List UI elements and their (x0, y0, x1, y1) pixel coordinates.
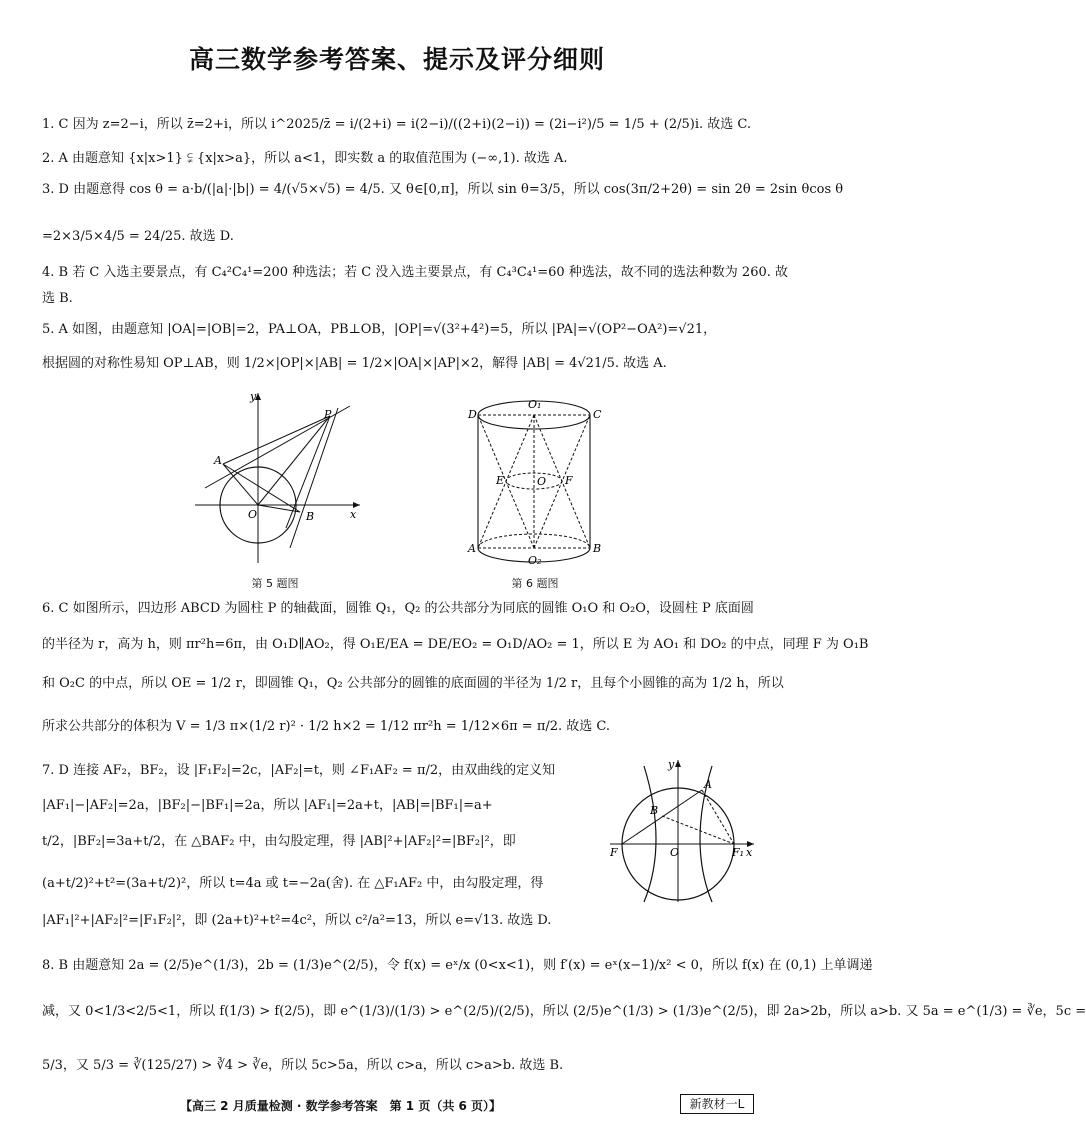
answer-q7: 7. D 连接 AF₂，BF₂，设 |F₁F₂|=2c，|AF₂|=t，则 ∠F₁AF₂ = π/2，由双曲线的定义知 (42, 763, 556, 778)
answer-q7-cont2: t/2，|BF₂|=3a+t/2，在 △BAF₂ 中，由勾股定理，得 |AB|²+|AF₂|²=|BF₂|²，即 (42, 834, 516, 849)
fig6-label-o1: O₁ (528, 398, 542, 411)
answer-q3-cont: =2×3/5×4/5 = 24/25. 故选 D. (42, 229, 234, 244)
answer-q5-cont: 根据圆的对称性易知 OP⊥AB，则 1/2×|OP|×|AB| = 1/2×|OA|×|AP|×2，解得 |AB| = 4√21/5. 故选 A. (42, 356, 667, 371)
fig7-label-o: O (670, 846, 680, 859)
fig7-line-b-f1 (662, 816, 734, 844)
fig6-label-e: E (496, 474, 505, 487)
answer-q3: 3. D 由题意得 cos θ = a·b/(|a|·|b|) = 4/(√5×√5) = 4/5. 又 θ∈[0,π]，所以 sin θ=3/5，所以 cos(3π/2+2θ) = sin 2θ = 2sin θcos θ (42, 182, 844, 197)
page-footer: 【高三 2 月质量检测 · 数学参考答案 第 1 页（共 6 页）】 (180, 1099, 502, 1113)
fig5-label-o: O (248, 508, 258, 521)
fig7-line-f-a (622, 790, 702, 844)
fig7-line-a-f1 (702, 790, 734, 844)
fig6-label-o: O (537, 475, 547, 488)
fig7-label-a: A (704, 778, 712, 791)
fig5-segment-oa (223, 464, 258, 505)
answer-q7-cont4: |AF₁|²+|AF₂|²=|F₁F₂|²，即 (2a+t)²+t²=4c²，所以 c²/a²=13，所以 e=√13. 故选 D. (42, 913, 552, 928)
fig6-label-a: A (468, 542, 476, 555)
answer-q4: 4. B 若 C 入选主要景点，有 C₄²C₄¹=200 种选法；若 C 没入选主要景点，有 C₄³C₄¹=60 种选法，故不同的选法种数为 260. 故 (42, 265, 789, 280)
answer-q6-cont1: 的半径为 r，高为 h，则 πr²h=6π，由 O₁D∥AO₂，得 O₁E/EA = DE/EO₂ = O₁D/AO₂ = 1，所以 E 为 AO₁ 和 DO₂ 的中点，同理 F 为 O₁B (42, 637, 869, 652)
answer-q8-cont1: 减，又 0<1/3<2/5<1，所以 f(1/3) > f(2/5)，即 e^(1/3)/(1/3) > e^(2/5)/(2/5)，所以 (2/5)e^(1/3) > (1/3)e^(2/5)，即 2a>2b，所以 a>b. 又 5a = e^(1/3) = ∛e，5c = (42, 1004, 1086, 1019)
fig7-y-arrow (675, 760, 681, 767)
fig7-hyperbola-left (644, 766, 659, 902)
answer-q6-cont2: 和 O₂C 的中点，所以 OE = 1/2 r，即圆锥 Q₁，Q₂ 公共部分的圆锥的底面圆的半径为 1/2 r，且每个小圆锥的高为 1/2 h，所以 (42, 676, 784, 691)
edition-badge: 新教材一L (680, 1094, 754, 1114)
fig7-label-f: F (610, 846, 618, 859)
answer-q7-cont1: |AF₁|−|AF₂|=2a，|BF₂|−|BF₁|=2a，所以 |AF₁|=2a+t，|AB|=|BF₁|=a+ (42, 798, 493, 813)
fig7-label-f1: F₁ (732, 846, 745, 859)
answer-q5: 5. A 如图，由题意知 |OA|=|OB|=2，PA⊥OA，PB⊥OB，|OP|=√(3²+4²)=5，所以 |PA|=√(OP²−OA²)=√21， (42, 322, 717, 337)
figure-5 (190, 388, 370, 568)
fig5-label-b: B (306, 510, 315, 523)
page-title: 高三数学参考答案、提示及评分细则 (188, 45, 605, 74)
fig5-line-l2 (290, 408, 338, 548)
answer-q8: 8. B 由题意知 2a = (2/5)e^(1/3)，2b = (1/3)e^(2/5)，令 f(x) = eˣ/x (0<x<1)，则 f′(x) = eˣ(x−1)/x² < 0，所以 f(x) 在 (0,1) 上单调递 (42, 958, 873, 973)
figure-6 (460, 390, 610, 570)
answer-q4-cont: 选 B. (42, 291, 73, 306)
answer-q2: 2. A 由题意知 {x|x>1} ⫋ {x|x>a}，所以 a<1，即实数 a 的取值范围为 (−∞,1). 故选 A. (42, 151, 568, 166)
answer-q1: 1. C 因为 z=2−i，所以 z̄=2+i，所以 i^2025/z̄ = i/(2+i) = i(2−i)/((2+i)(2−i)) = (2i−i²)/5 = 1/5 + (2/5)i. 故选 C. (42, 117, 752, 132)
fig5-label-p: P (324, 408, 332, 421)
answer-q8-cont2: 5/3，又 5/3 = ∛(125/27) > ∛4 > ∛e，所以 5c>5a，所以 c>a，所以 c>a>b. 故选 B. (42, 1058, 564, 1073)
answer-q7-cont3: (a+t/2)²+t²=(3a+t/2)²，所以 t=4a 或 t=−2a(舍). 在 △F₁AF₂ 中，由勾股定理，得 (42, 876, 544, 891)
fig6-label-b: B (593, 542, 602, 555)
answer-q6-cont3: 所求公共部分的体积为 V = 1/3 π×(1/2 r)² · 1/2 h×2 = 1/12 πr²h = 1/12×6π = π/2. 故选 C. (42, 719, 611, 734)
fig5-label-x: x (350, 508, 357, 521)
figure-7 (606, 756, 758, 904)
fig6-label-f: F (565, 474, 573, 487)
fig7-label-y: y (668, 758, 675, 771)
fig5-label-y: y (250, 390, 257, 403)
fig5-label-a: A (214, 454, 222, 467)
fig6-label-c: C (593, 408, 602, 421)
fig7-label-x: x (746, 846, 753, 859)
fig7-label-b: B (650, 804, 659, 817)
figure-6-caption: 第 6 题图 (511, 577, 559, 590)
answer-q6: 6. C 如图所示，四边形 ABCD 为圆柱 P 的轴截面，圆锥 Q₁，Q₂ 的公共部分为同底的圆锥 O₁O 和 O₂O，设圆柱 P 底面圆 (42, 601, 754, 616)
figure-5-caption: 第 5 题图 (251, 577, 299, 590)
fig6-label-d: D (468, 408, 477, 421)
fig6-label-o2: O₂ (528, 554, 542, 567)
